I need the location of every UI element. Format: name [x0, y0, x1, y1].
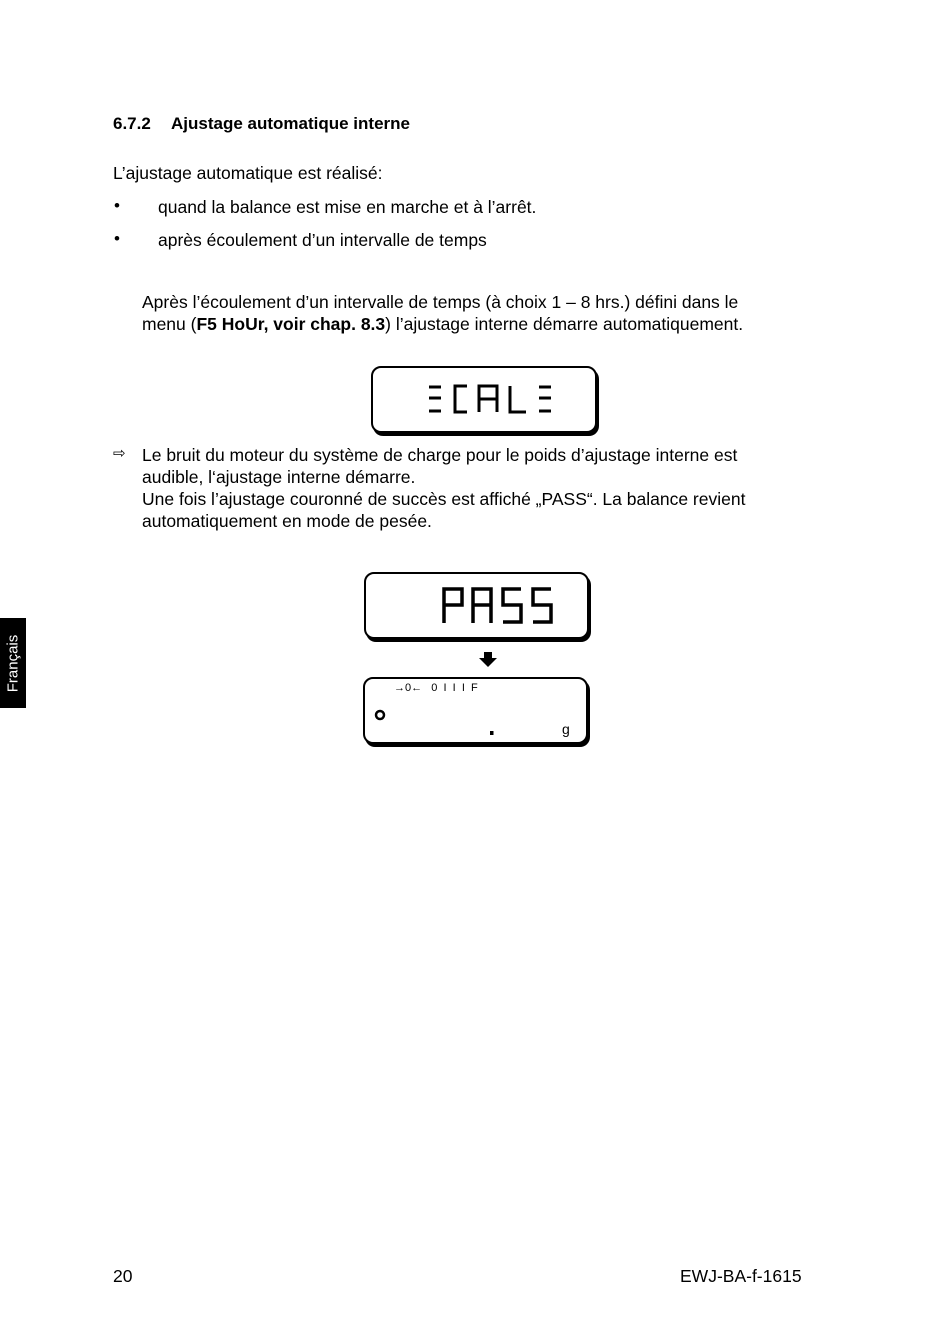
- page-number: 20: [113, 1266, 133, 1286]
- section-title: Ajustage automatique interne: [171, 114, 410, 133]
- cal-segments: [373, 368, 595, 431]
- weight-display: [363, 677, 588, 744]
- paragraph-line: Le bruit du moteur du système de charge pour le poids d’ajustage interne est: [142, 445, 738, 465]
- paragraph-line: audible, l‘ajustage interne démarre.: [142, 467, 416, 487]
- down-arrow-icon: [479, 652, 497, 667]
- language-tab: [0, 618, 26, 708]
- document-id: EWJ-BA-f-1615: [680, 1266, 802, 1286]
- section-number: 6.7.2: [113, 114, 151, 133]
- result-arrow-icon: ⇨: [113, 445, 126, 462]
- paragraph-line: automatiquement en mode de pesée.: [142, 511, 432, 531]
- paragraph-line: Une fois l’ajustage couronné de succès est affiché „PASS“. La balance revient: [142, 489, 746, 509]
- result-paragraph: [142, 444, 745, 532]
- bullet-marker: •: [114, 196, 120, 215]
- intro-text: L’ajustage automatique est réalisé:: [113, 163, 383, 183]
- pass-display: [364, 572, 589, 639]
- weight-value-segments: [365, 679, 586, 742]
- cal-display: [371, 366, 597, 433]
- paragraph-line: Après l’écoulement d’un intervalle de temps (à choix 1 – 8 hrs.) défini dans le: [142, 292, 739, 312]
- bullet-item: après écoulement d’un intervalle de temps: [158, 230, 487, 250]
- paragraph-line: menu (F5 HoUr, voir chap. 8.3) l’ajustage interne démarre automatiquement.: [142, 314, 744, 334]
- unit-label: g: [562, 721, 570, 737]
- interval-paragraph: [142, 291, 743, 335]
- menu-reference: F5 HoUr, voir chap. 8.3: [196, 314, 386, 334]
- pass-segments: [366, 574, 587, 637]
- status-indicators: →0← 0 I I I F: [394, 682, 478, 694]
- language-tab-label: Français: [4, 634, 22, 692]
- section-heading: [113, 114, 410, 134]
- bullet-item: quand la balance est mise en marche et à l’arrêt.: [158, 197, 537, 217]
- bullet-marker: •: [114, 229, 120, 248]
